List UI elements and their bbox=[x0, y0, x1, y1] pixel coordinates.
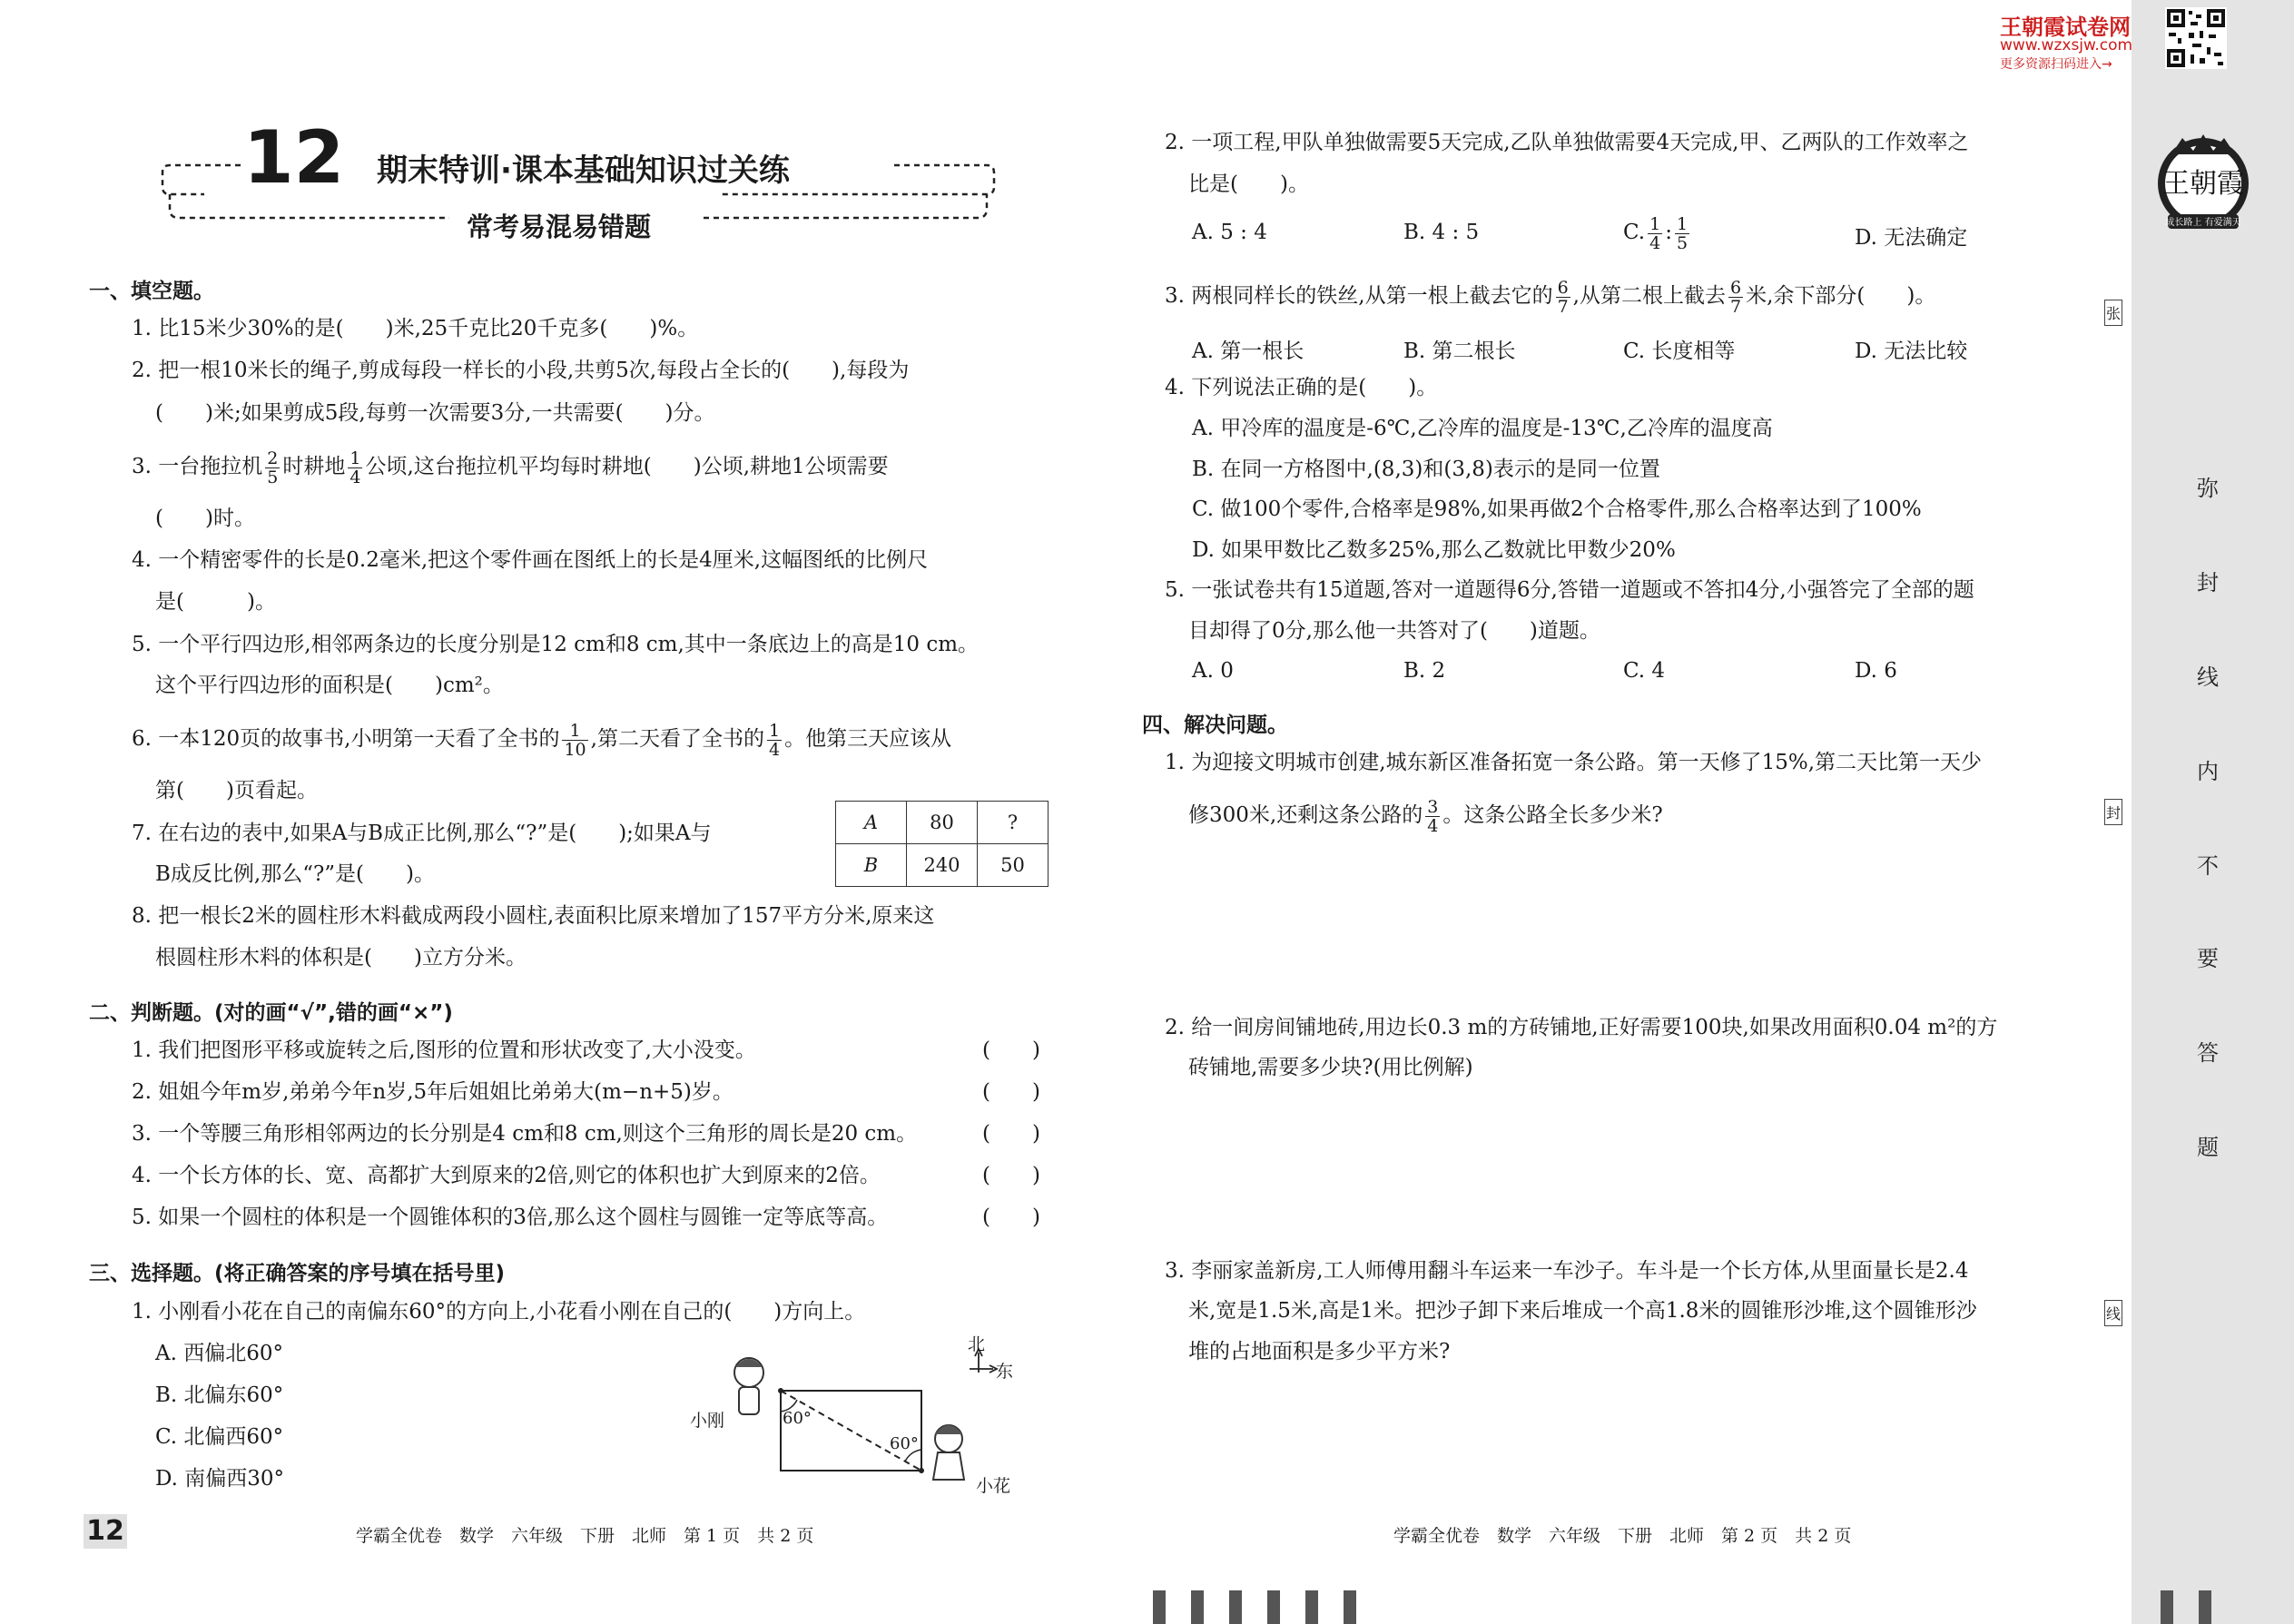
judge-item: 3. 一个等腰三角形相邻两边的长分别是4 cm和8 cm,则这个三角形的周长是20 cm。 bbox=[132, 1122, 918, 1146]
solve-q1-line1: 1. 为迎接文明城市创建,城东新区准备拓宽一条公路。第一天修了15%,第二天比第一天少 bbox=[1165, 751, 1982, 774]
judge-answer-paren[interactable]: ( ) bbox=[982, 1080, 1040, 1104]
brand-logo bbox=[2155, 127, 2251, 236]
binding-margin bbox=[2132, 0, 2294, 1624]
fill-q5-line1: 5. 一个平行四边形,相邻两条边的长度分别是12 cm和8 cm,其中一条底边上的高是10 cm。 bbox=[132, 633, 980, 656]
choice-q2-line1: 2. 一项工程,甲队单独做需要5天完成,乙队单独做需要4天完成,甲、乙两队的工作效率之 bbox=[1165, 131, 1969, 154]
registration-bar bbox=[1229, 1590, 1242, 1624]
judge-answer-paren[interactable]: ( ) bbox=[982, 1164, 1040, 1187]
seal-char-8: 题 bbox=[2197, 1135, 2219, 1160]
seal-char-3: 线 bbox=[2197, 664, 2219, 690]
fraction-3-4: $\frac{3}{4}$ bbox=[1427, 796, 1439, 836]
table-row bbox=[836, 844, 1049, 887]
fill-q6-line1 bbox=[132, 712, 951, 766]
choice-q2-option-a[interactable]: A. 5 : 4 bbox=[1192, 221, 1267, 244]
table-cell: ? bbox=[978, 802, 1049, 844]
figure-angle-2: 60° bbox=[890, 1434, 919, 1453]
registration-bar bbox=[1191, 1590, 1204, 1624]
seal-char-2: 封 bbox=[2197, 570, 2219, 595]
choice-q1-option[interactable]: A. 西偏北60° bbox=[155, 1342, 283, 1365]
choice-q3-line bbox=[1165, 269, 1935, 323]
solve-q2-line2: 砖铺地,需要多少块?(用比例解) bbox=[1188, 1056, 1473, 1079]
choice-q2-option-b[interactable]: B. 4 : 5 bbox=[1403, 221, 1480, 244]
choice-q3-option[interactable]: C. 长度相等 bbox=[1623, 340, 1736, 363]
fraction-1-4b: $\frac{1}{4}$ bbox=[768, 720, 781, 760]
fill-q8-line1: 8. 把一根长2米的圆柱形木料截成两段小圆柱,表面积比原来增加了157平方分米,原来这 bbox=[132, 904, 935, 928]
choice-q4: 4. 下列说法正确的是( )。 bbox=[1165, 376, 1438, 399]
figure-north-label: 北 bbox=[968, 1334, 986, 1354]
choice-q1-option[interactable]: B. 北偏东60° bbox=[155, 1383, 284, 1407]
choice-q2-option-c[interactable] bbox=[1623, 205, 1692, 260]
fill-q3-line1 bbox=[132, 439, 889, 494]
svg-text:成长路上 有爱满天: 成长路上 有爱满天 bbox=[2165, 218, 2241, 228]
fraction-2-5: $\frac{2}{5}$ bbox=[267, 448, 279, 487]
solve-q1-text-c: 。这条公路全长多少米? bbox=[1442, 803, 1663, 827]
proportion-table bbox=[835, 801, 1049, 887]
fill-q3-text-a: 3. 一台拖拉机 bbox=[132, 455, 263, 478]
fill-q1: 1. 比15米少30%的是( )米,25千克比20千克多( )%。 bbox=[132, 317, 699, 340]
choice-q5-option[interactable]: D. 6 bbox=[1855, 659, 1897, 683]
choice-q5-option[interactable]: C. 4 bbox=[1623, 659, 1666, 683]
judge-item: 5. 如果一个圆柱的体积是一个圆锥体积的3倍,那么这个圆柱与圆锥一定等底等高。 bbox=[132, 1206, 889, 1229]
option-c-label: C. bbox=[1623, 221, 1646, 244]
fill-q3-text-c: 公顷,这台拖拉机平均每时耕地( )公顷,耕地1公顷需要 bbox=[365, 455, 889, 478]
choice-q4-option[interactable]: C. 做100个零件,合格率是98%,如果再做2个合格零件,那么合格率达到了100% bbox=[1192, 497, 1922, 521]
fill-q7-line2: B成反比例,那么“?”是( )。 bbox=[155, 862, 436, 886]
table-cell: 50 bbox=[978, 844, 1049, 887]
brand-name: 王朝霞试卷网 bbox=[2000, 15, 2131, 40]
fill-q7-line1: 7. 在右边的表中,如果A与B成正比例,那么“?”是( );如果A与 bbox=[132, 822, 712, 845]
fraction-1-10: $\frac{1}{10}$ bbox=[564, 720, 586, 760]
header-subtitle: 常考易混易错题 bbox=[467, 212, 652, 242]
fill-q3-line2: ( )时。 bbox=[155, 507, 255, 530]
section-solve-title: 四、解决问题。 bbox=[1142, 714, 1288, 737]
choice-q2-line2: 比是( )。 bbox=[1188, 172, 1309, 196]
brand-tagline: 更多资源扫码进入→ bbox=[2000, 57, 2112, 72]
choice-q4-option[interactable]: A. 甲冷库的温度是-6℃,乙冷库的温度是-13℃,乙冷库的温度高 bbox=[1192, 417, 1773, 440]
ratio-colon: : bbox=[1665, 221, 1672, 244]
choice-q5-option[interactable]: A. 0 bbox=[1192, 659, 1234, 683]
judge-item: 4. 一个长方体的长、宽、高都扩大到原来的2倍,则它的体积也扩大到原来的2倍。 bbox=[132, 1164, 881, 1187]
choice-q5-line2: 目却得了0分,那么他一共答对了( )道题。 bbox=[1188, 619, 1600, 643]
solve-q2-line1: 2. 给一间房间铺地砖,用边长0.3 m的方砖铺地,正好需要100块,如果改用面积0.04 m²的方 bbox=[1165, 1016, 1998, 1039]
fill-q4-line2: 是( )。 bbox=[155, 590, 276, 614]
fill-q6-text-a: 6. 一本120页的故事书,小明第一天看了全书的 bbox=[132, 727, 560, 751]
fill-q4-line1: 4. 一个精密零件的长是0.2毫米,把这个零件画在图纸上的长是4厘米,这幅图纸的比例尺 bbox=[132, 548, 929, 572]
judge-answer-paren[interactable]: ( ) bbox=[982, 1038, 1040, 1062]
choice-q3-option[interactable]: D. 无法比较 bbox=[1855, 340, 1968, 363]
footer-right: 学霸全优卷 数学 六年级 下册 北师 第 2 页 共 2 页 bbox=[1393, 1526, 1852, 1546]
header-title: 期末特训·课本基础知识过关练 bbox=[377, 153, 790, 189]
section-choice-title: 三、选择题。(将正确答案的序号填在括号里) bbox=[89, 1262, 506, 1285]
table-cell: A bbox=[836, 802, 907, 844]
fill-q6-text-b: ,第二天看了全书的 bbox=[590, 727, 764, 751]
fill-q2-line1: 2. 把一根10米长的绳子,剪成每段一样长的小段,共剪5次,每段占全长的( ),每段为 bbox=[132, 359, 910, 382]
seal-char-7: 答 bbox=[2197, 1040, 2219, 1066]
choice-q3-option[interactable]: A. 第一根长 bbox=[1192, 340, 1305, 363]
fill-q6-line2: 第( )页看起。 bbox=[155, 779, 318, 802]
table-cell: B bbox=[836, 844, 907, 887]
fraction-1-5: $\frac{1}{5}$ bbox=[1676, 213, 1689, 253]
choice-q1: 1. 小刚看小花在自己的南偏东60°的方向上,小花看小刚在自己的( )方向上。 bbox=[132, 1300, 866, 1324]
table-cell: 80 bbox=[907, 802, 978, 844]
choice-q3-option[interactable]: B. 第二根长 bbox=[1403, 340, 1516, 363]
fill-q5-line2: 这个平行四边形的面积是( )cm²。 bbox=[155, 674, 504, 697]
fraction-1-4: $\frac{1}{4}$ bbox=[350, 448, 361, 487]
registration-bar bbox=[1344, 1590, 1356, 1624]
fill-q3-text-b: 时耕地 bbox=[282, 455, 346, 478]
fraction-6-7b: $\frac{6}{7}$ bbox=[1729, 277, 1742, 317]
solve-q1-line2 bbox=[1188, 788, 1663, 842]
choice-q4-option[interactable]: D. 如果甲数比乙数多25%,那么乙数就比甲数少20% bbox=[1192, 538, 1676, 562]
judge-answer-paren[interactable]: ( ) bbox=[982, 1122, 1040, 1146]
logo-seal-icon bbox=[2155, 127, 2251, 236]
judge-item: 1. 我们把图形平移或旋转之后,图形的位置和形状改变了,大小没变。 bbox=[132, 1038, 756, 1062]
solve-q1-text-b: 修300米,还剩这条公路的 bbox=[1188, 803, 1423, 827]
solve-q3-line3: 堆的占地面积是多少平方米? bbox=[1188, 1340, 1451, 1363]
choice-q3-text-c: 米,余下部分( )。 bbox=[1746, 284, 1936, 308]
header-number: 12 bbox=[243, 115, 345, 200]
binding-mark-feng: 封 bbox=[2104, 799, 2122, 825]
fraction-1-4c: $\frac{1}{4}$ bbox=[1649, 213, 1661, 253]
fraction-6-7: $\frac{6}{7}$ bbox=[1557, 277, 1569, 317]
figure-hua-label: 小花 bbox=[976, 1476, 1011, 1496]
section-judge-title: 二、判断题。(对的画“√”,错的画“×”) bbox=[89, 1001, 453, 1025]
registration-bar bbox=[2199, 1590, 2211, 1624]
qr-code-icon bbox=[2165, 7, 2227, 69]
choice-q1-option[interactable]: D. 南偏西30° bbox=[155, 1467, 285, 1491]
binding-mark-xian: 线 bbox=[2104, 1300, 2122, 1326]
table-cell: 240 bbox=[907, 844, 978, 887]
fill-q8-line2: 根圆柱形木料的体积是( )立方分米。 bbox=[155, 946, 527, 969]
seal-char-4: 内 bbox=[2197, 759, 2219, 784]
figure-east-label: 东 bbox=[996, 1362, 1014, 1382]
svg-text:王朝霞: 王朝霞 bbox=[2162, 168, 2244, 200]
registration-bar bbox=[2161, 1590, 2173, 1624]
judge-item: 2. 姐姐今年m岁,弟弟今年n岁,5年后姐姐比弟弟大(m−n+5)岁。 bbox=[132, 1080, 733, 1104]
figure-gang-label: 小刚 bbox=[690, 1411, 725, 1431]
seal-char-5: 不 bbox=[2197, 853, 2219, 879]
figure-angle-1: 60° bbox=[783, 1409, 812, 1428]
seal-char-6: 要 bbox=[2197, 946, 2219, 971]
choice-q5-line1: 5. 一张试卷共有15道题,答对一道题得6分,答错一道题或不答扣4分,小强答完了全部的题 bbox=[1165, 578, 1974, 602]
judge-answer-paren[interactable]: ( ) bbox=[982, 1206, 1040, 1229]
fill-q6-text-c: 。他第三天应该从 bbox=[784, 727, 952, 751]
footer-left: 学霸全优卷 数学 六年级 下册 北师 第 1 页 共 2 页 bbox=[356, 1526, 814, 1546]
registration-bar bbox=[1153, 1590, 1166, 1624]
registration-bar bbox=[1305, 1590, 1318, 1624]
table-row bbox=[836, 802, 1049, 844]
solve-q3-line2: 米,宽是1.5米,高是1米。把沙子卸下来后堆成一个高1.8米的圆锥形沙堆,这个圆锥形沙 bbox=[1188, 1299, 1977, 1323]
choice-q3-text-b: ,从第二根上截去 bbox=[1572, 284, 1726, 308]
choice-q2-option-d[interactable]: D. 无法确定 bbox=[1855, 226, 1968, 250]
solve-q3-line1: 3. 李丽家盖新房,工人师傅用翻斗车运来一车沙子。车斗是一个长方体,从里面量长是2.4 bbox=[1165, 1259, 1969, 1283]
choice-q3-text-a: 3. 两根同样长的铁丝,从第一根上截去它的 bbox=[1165, 284, 1553, 308]
page-number-badge: 12 bbox=[84, 1514, 127, 1549]
choice-q5-option[interactable]: B. 2 bbox=[1403, 659, 1446, 683]
choice-q1-option[interactable]: C. 北偏西60° bbox=[155, 1425, 284, 1449]
section-fill-title: 一、填空题。 bbox=[89, 280, 214, 303]
choice-q4-option[interactable]: B. 在同一方格图中,(8,3)和(3,8)表示的是同一位置 bbox=[1192, 458, 1660, 481]
brand-url: www.wzxsjw.com bbox=[2000, 36, 2133, 54]
registration-bar bbox=[1267, 1590, 1280, 1624]
fill-q2-line2: ( )米;如果剪成5段,每剪一次需要3分,一共需要( )分。 bbox=[155, 401, 715, 425]
seal-char-1: 弥 bbox=[2197, 476, 2219, 501]
binding-mark-zhang: 张 bbox=[2104, 300, 2122, 326]
